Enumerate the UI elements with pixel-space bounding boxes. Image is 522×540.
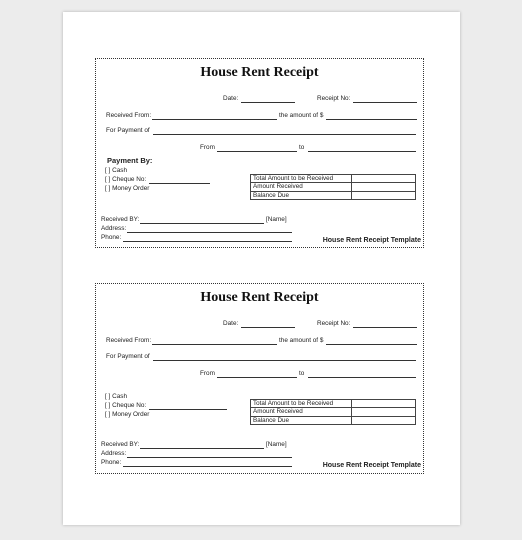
- phone-field[interactable]: [123, 234, 292, 242]
- to-label: to: [299, 370, 305, 377]
- balance-due-label: Balance Due: [251, 191, 352, 199]
- balance-due-value[interactable]: [352, 416, 416, 424]
- total-amount-value[interactable]: [352, 175, 416, 183]
- table-row: [251, 400, 416, 408]
- payment-for-label: For Payment of: [106, 353, 150, 360]
- receipt-title: House Rent Receipt: [200, 290, 319, 305]
- amount-received-value[interactable]: [352, 183, 416, 191]
- name-hint: [Name]: [266, 216, 287, 223]
- amount-received-label: Amount Received: [251, 183, 352, 191]
- money-order-option[interactable]: [ ] Money Order: [105, 185, 150, 192]
- receipt-title: House Rent Receipt: [200, 65, 319, 80]
- address-label: Address:: [101, 225, 127, 232]
- received-from-field[interactable]: [152, 337, 277, 345]
- from-label: From: [200, 144, 215, 151]
- received-by-label: Received BY:: [101, 216, 140, 223]
- address-label: Address:: [101, 450, 127, 457]
- cash-option[interactable]: [ ] Cash: [105, 393, 128, 400]
- cheque-no-field[interactable]: [149, 176, 210, 184]
- amount-field[interactable]: [326, 112, 417, 120]
- cheque-option[interactable]: [ ] Cheque No:: [105, 176, 147, 183]
- template-footer: House Rent Receipt Template: [322, 462, 421, 469]
- date-field[interactable]: [241, 320, 295, 328]
- cheque-option[interactable]: [ ] Cheque No:: [105, 402, 147, 409]
- amount-summary-table: [250, 399, 416, 425]
- table-row: [251, 183, 416, 191]
- received-from-field[interactable]: [152, 112, 277, 120]
- amount-received-label: Amount Received: [251, 408, 352, 416]
- address-field[interactable]: [127, 450, 292, 458]
- date-label: Date:: [223, 320, 239, 327]
- received-by-field[interactable]: [140, 441, 264, 449]
- table-row: [251, 175, 416, 183]
- amount-label: the amount of $: [279, 337, 324, 344]
- amount-summary-table: [250, 174, 416, 200]
- balance-due-value[interactable]: [352, 191, 416, 199]
- received-by-field[interactable]: [140, 216, 264, 224]
- receipt-no-field[interactable]: [353, 320, 417, 328]
- date-label: Date:: [223, 95, 239, 102]
- payment-by-label: Payment By:: [107, 156, 153, 165]
- to-date-field[interactable]: [308, 144, 416, 152]
- to-date-field[interactable]: [308, 370, 416, 378]
- receipt-no-label: Receipt No:: [317, 95, 351, 102]
- address-field[interactable]: [127, 225, 292, 233]
- from-label: From: [200, 370, 215, 377]
- receipt-form-2: [95, 283, 424, 474]
- phone-field[interactable]: [123, 459, 292, 467]
- total-amount-label: Total Amount to be Received: [251, 175, 352, 183]
- to-label: to: [299, 144, 305, 151]
- payment-for-field[interactable]: [153, 127, 416, 135]
- table-row: [251, 408, 416, 416]
- phone-label: Phone:: [101, 459, 122, 466]
- money-order-option[interactable]: [ ] Money Order: [105, 411, 150, 418]
- payment-for-field[interactable]: [153, 353, 416, 361]
- date-field[interactable]: [241, 95, 295, 103]
- table-row: [251, 191, 416, 199]
- from-date-field[interactable]: [217, 370, 297, 378]
- amount-field[interactable]: [326, 337, 417, 345]
- from-date-field[interactable]: [217, 144, 297, 152]
- amount-received-value[interactable]: [352, 408, 416, 416]
- received-by-label: Received BY:: [101, 441, 140, 448]
- received-from-label: Received From:: [106, 112, 152, 119]
- receipt-form-1: [95, 58, 424, 248]
- phone-label: Phone:: [101, 234, 122, 241]
- receipt-no-field[interactable]: [353, 95, 417, 103]
- name-hint: [Name]: [266, 441, 287, 448]
- amount-label: the amount of $: [279, 112, 324, 119]
- table-row: [251, 416, 416, 424]
- template-footer: House Rent Receipt Template: [322, 237, 421, 244]
- total-amount-label: Total Amount to be Received: [251, 400, 352, 408]
- receipt-no-label: Receipt No:: [317, 320, 351, 327]
- cheque-no-field[interactable]: [149, 402, 227, 410]
- payment-for-label: For Payment of: [106, 127, 150, 134]
- cash-option[interactable]: [ ] Cash: [105, 167, 128, 174]
- received-from-label: Received From:: [106, 337, 152, 344]
- total-amount-value[interactable]: [352, 400, 416, 408]
- balance-due-label: Balance Due: [251, 416, 352, 424]
